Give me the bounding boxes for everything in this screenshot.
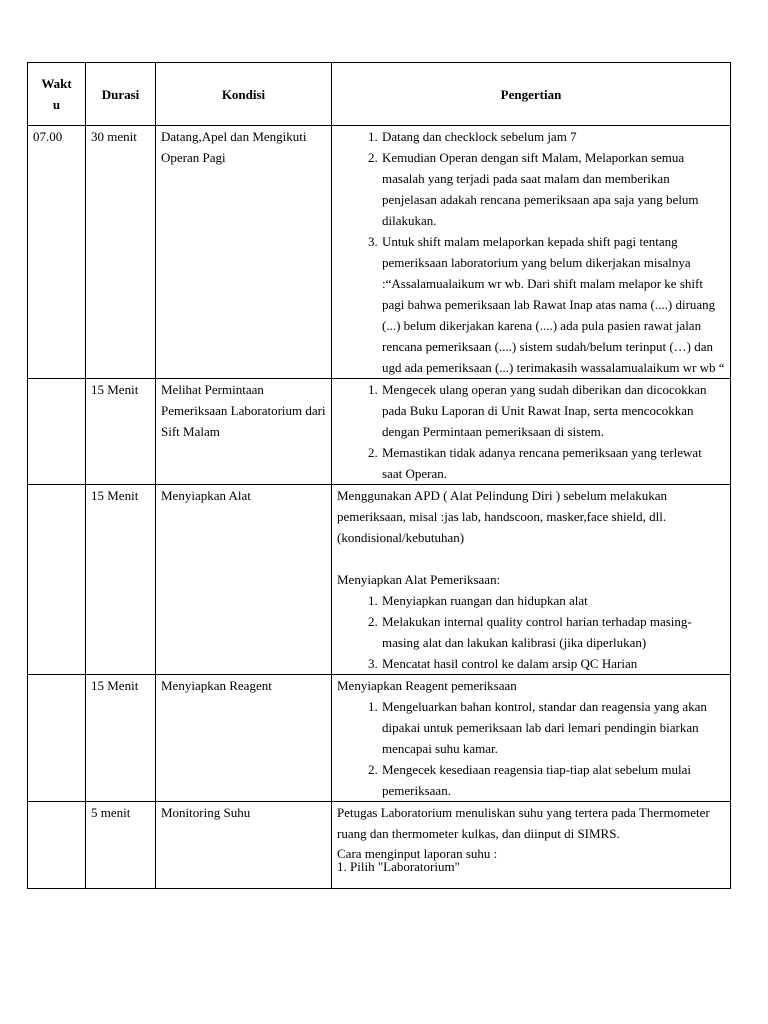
cell-waktu (28, 485, 86, 675)
intro-text: Menggunakan APD ( Alat Pelindung Diri ) sebelum melakukan pemeriksaan, misal :jas lab, handscoon, masker,face shield, dll. (kondisional/kebutuhan) (337, 488, 668, 545)
schedule-table-container (27, 62, 730, 889)
cell-kondisi: Melihat Permintaan Pemeriksaan Laboratorium dari Sift Malam (156, 379, 332, 485)
header-waktu: Waktu (28, 63, 86, 126)
steps-list (337, 379, 725, 484)
header-kondisi: Kondisi (156, 63, 332, 126)
cell-pengertian (332, 675, 731, 802)
header-pengertian: Pengertian (332, 63, 731, 126)
list-item: 1. Mengecek ulang operan yang sudah diberikan dan dicocokkan pada Buku Laporan di Unit Rawat Inap, serta mencocokkan dengan Permintaan pemeriksaan di sistem. (381, 379, 725, 442)
cell-durasi: 30 menit (86, 126, 156, 379)
cell-kondisi: Menyiapkan Alat (156, 485, 332, 675)
list-item: 2. Mengecek kesediaan reagensia tiap-tiap alat sebelum mulai pemeriksaan. (381, 759, 725, 801)
cell-waktu (28, 675, 86, 802)
cell-waktu (28, 379, 86, 485)
subheading-text: Menyiapkan Alat Pemeriksaan: (337, 572, 501, 587)
cell-kondisi: Monitoring Suhu (156, 802, 332, 889)
intro-text: Petugas Laboratorium menuliskan suhu yang tertera pada Thermometer ruang dan thermometer kulkas, dan diinput di SIMRS. (337, 805, 710, 841)
cell-pengertian (332, 485, 731, 675)
list-item: 3. Untuk shift malam melaporkan kepada shift pagi tentang pemeriksaan laboratorium yang belum dikerjakan misalnya :“Assalamualaikum wr wb. Dari shift malam melapor ke shift pagi bahwa pemeriksaan lab Rawat Inap atas nama (....) diruang (...) belum dikerjakan karena (....) ada pula pasien rawat jalan rencana pemeriksaan (....) sistem sudah/belum terinput (…) dan ugd ada pemeriksaan (...) terimakasih wassalamualaikum wr wb “ (381, 231, 725, 378)
note-text: Cara menginput laporan suhu : (337, 846, 498, 861)
header-row (28, 63, 731, 126)
intro-text: Menyiapkan Reagent pemeriksaan (337, 678, 517, 693)
list-item: 1. Menyiapkan ruangan dan hidupkan alat (381, 590, 725, 611)
steps-list (337, 590, 725, 674)
list-item: 2. Melakukan internal quality control harian terhadap masing-masing alat dan lakukan kalibrasi (jika diperlukan) (381, 611, 725, 653)
table-row (28, 485, 731, 675)
cell-durasi: 15 Menit (86, 485, 156, 675)
cell-pengertian (332, 126, 731, 379)
schedule-table (27, 62, 731, 889)
cell-pengertian (332, 379, 731, 485)
cell-waktu (28, 802, 86, 889)
steps-list (337, 696, 725, 801)
list-item: 2. Kemudian Operan dengan sift Malam, Melaporkan semua masalah yang terjadi pada saat malam dan memberikan penjelasan adakah rencana pemeriksaan apa saja yang belum dilakukan. (381, 147, 725, 231)
table-row (28, 802, 731, 889)
table-row (28, 379, 731, 485)
list-item: 2. Memastikan tidak adanya rencana pemeriksaan yang terlewat saat Operan. (381, 442, 725, 484)
list-item: 3. Mencatat hasil control ke dalam arsip QC Harian (381, 653, 725, 674)
list-item: 1. Datang dan checklock sebelum jam 7 (381, 126, 725, 147)
cell-kondisi: Menyiapkan Reagent (156, 675, 332, 802)
steps-list (337, 126, 725, 378)
table-row (28, 675, 731, 802)
table-row (28, 126, 731, 379)
note-text: 1. Pilih "Laboratorium" (337, 859, 460, 874)
cell-pengertian (332, 802, 731, 889)
cell-kondisi: Datang,Apel dan Mengikuti Operan Pagi (156, 126, 332, 379)
cell-waktu: 07.00 (28, 126, 86, 379)
cell-durasi: 5 menit (86, 802, 156, 889)
list-item: 1. Mengeluarkan bahan kontrol, standar dan reagensia yang akan dipakai untuk pemeriksaan lab dari lemari pendingin biarkan mencapai suhu kamar. (381, 696, 725, 759)
cell-durasi: 15 Menit (86, 379, 156, 485)
cell-durasi: 15 Menit (86, 675, 156, 802)
header-durasi: Durasi (86, 63, 156, 126)
